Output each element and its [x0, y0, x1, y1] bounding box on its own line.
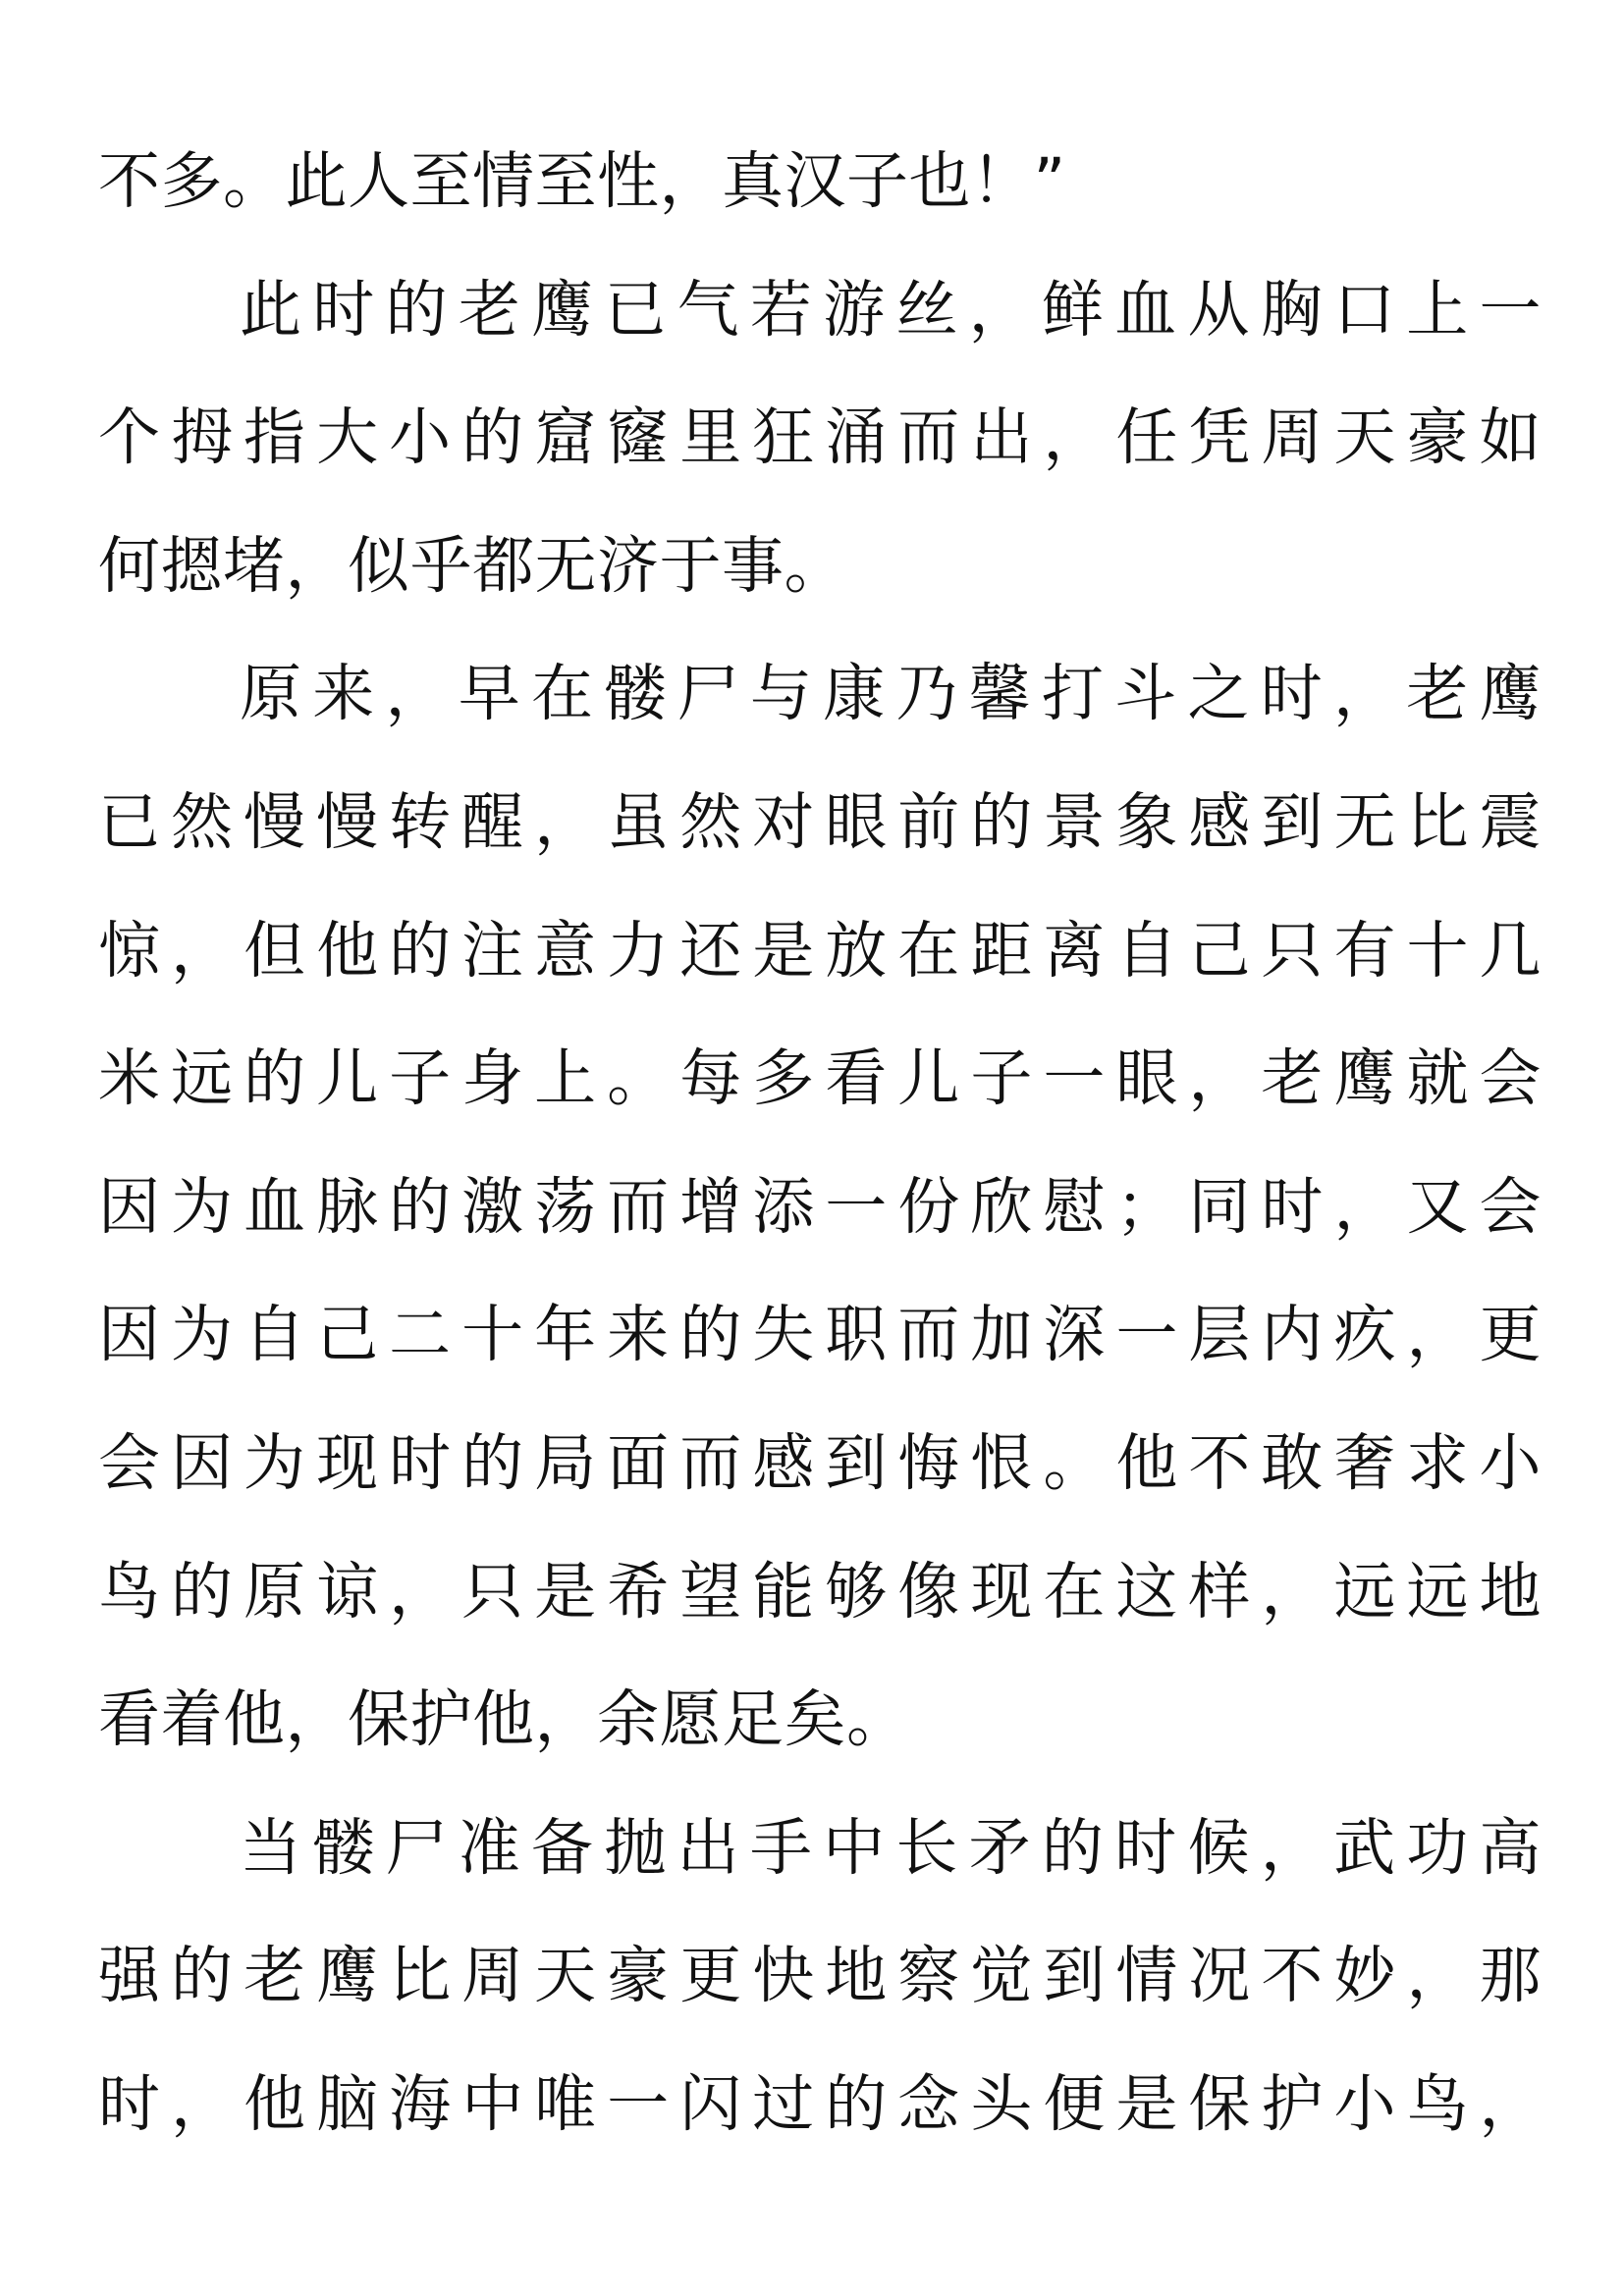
text-line: 已然慢慢转醒，虽然对眼前的景象感到无比震 [98, 785, 1542, 858]
text-line: 不多。此人至情至性，真汉子也！” [98, 145, 1066, 217]
body-text [98, 118, 1542, 2169]
text-line: 因为自己二十年来的失职而加深一层内疚，更 [98, 1299, 1542, 1371]
text-line: 惊，但他的注意力还是放在距离自己只有十几 [98, 914, 1542, 987]
text-line: 何摁堵，似乎都无济于事。 [98, 529, 846, 602]
text-line: 因为血脉的激荡而增添一份欣慰；同时，又会 [98, 1170, 1542, 1243]
text-line: 强的老鹰比周天豪更快地察觉到情况不妙，那 [98, 1940, 1542, 2012]
text-line: 个拇指大小的窟窿里狂涌而出，任凭周天豪如 [98, 401, 1542, 474]
text-line: 鸟的原谅，只是希望能够像现在这样，远远地 [98, 1555, 1542, 1628]
text-line: 米远的儿子身上。每多看儿子一眼，老鹰就会 [98, 1042, 1542, 1115]
text-line: 会因为现时的局面而感到悔恨。他不敢奢求小 [98, 1426, 1542, 1499]
paragraph-first-line: 此时的老鹰已气若游丝，鲜血从胸口上一 [240, 273, 1542, 346]
paragraph-first-line: 当髅尸准备抛出手中长矛的时候，武功高 [240, 1811, 1542, 1884]
text-line: 时，他脑海中唯一闪过的念头便是保护小鸟， [98, 2067, 1542, 2140]
paragraph-first-line: 原来，早在髅尸与康乃馨打斗之时，老鹰 [240, 658, 1542, 730]
text-line: 看着他，保护他，余愿足矣。 [98, 1683, 909, 1756]
